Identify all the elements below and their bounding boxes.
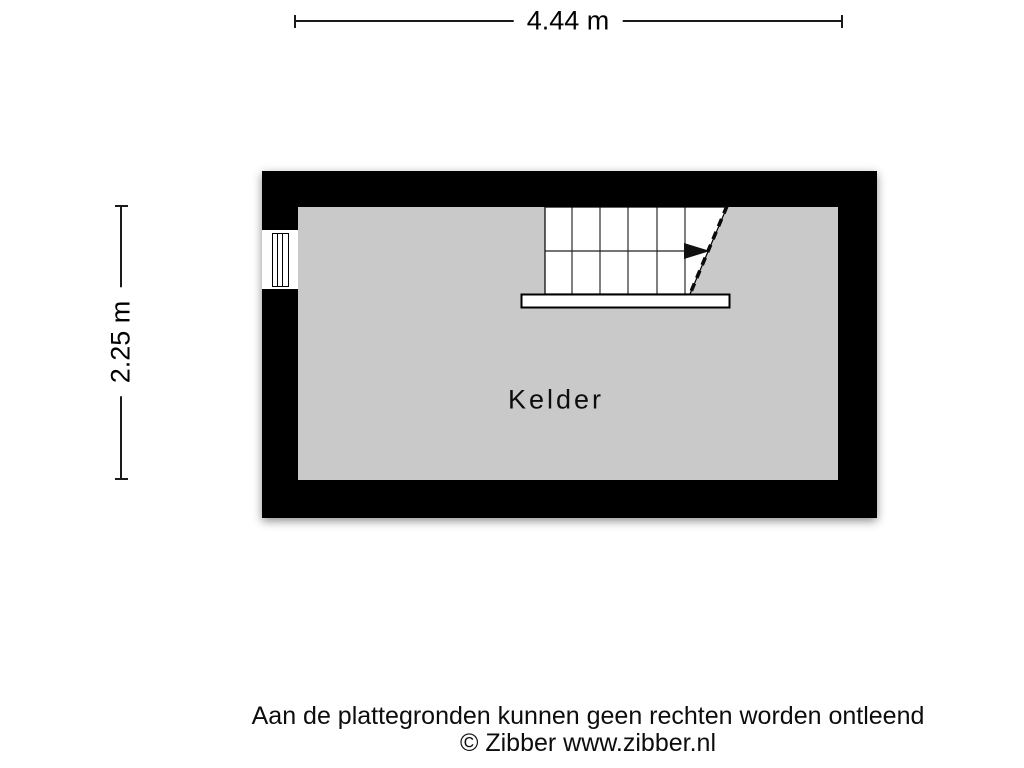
room-label: Kelder xyxy=(507,384,605,415)
width-dimension-tick-left xyxy=(294,15,296,28)
height-dimension-tick-bottom xyxy=(115,478,128,480)
staircase xyxy=(262,171,877,518)
height-dimension-label: 2.25 m xyxy=(106,288,137,397)
height-dimension-tick-top xyxy=(115,205,128,207)
width-dimension-label: 4.44 m xyxy=(514,6,623,37)
staircase-landing xyxy=(522,295,730,308)
footer-copyright: © Zibber www.zibber.nl xyxy=(459,729,717,757)
footer xyxy=(252,703,925,757)
width-dimension-tick-right xyxy=(841,15,843,28)
floor-plan xyxy=(262,171,877,518)
footer-disclaimer: Aan de plattegronden kunnen geen rechten worden ontleend xyxy=(251,702,925,730)
